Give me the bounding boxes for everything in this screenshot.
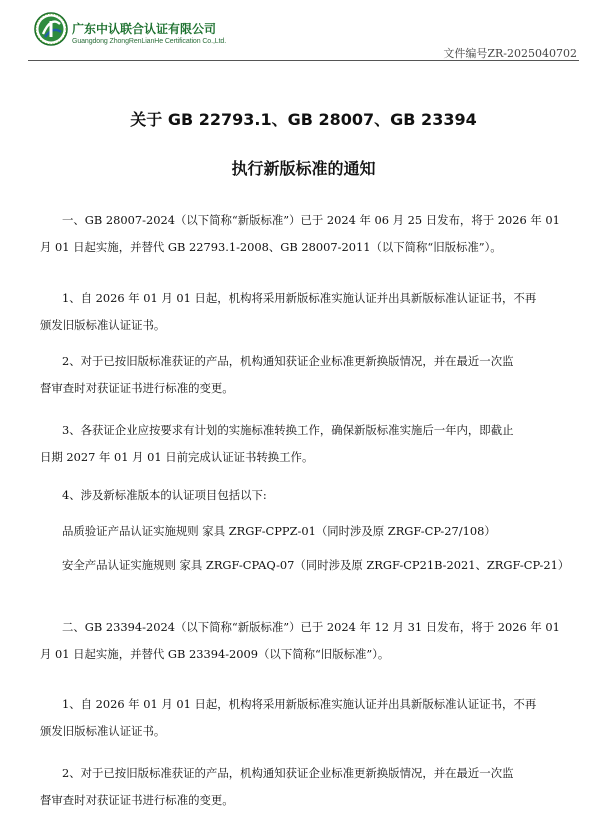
notice-title-line-1: 关于 GB 22793.1、GB 28007、GB 23394 (130, 110, 477, 129)
section2-item-2-line: 督审查时对获证证书进行标准的变更。 (40, 793, 234, 807)
company-name-en: Guangdong ZhongRenLianHe Certification Co.,Ltd. (72, 38, 227, 45)
section1-item-3-line: 3、各获证企业应按要求有计划的实施标准转换工作，确保新版标准实施后一年内，即截止 (62, 423, 514, 437)
section2-intro-line: 月 01 日起实施，并替代 GB 23394-2009（以下简称“旧版标准”）。 (40, 647, 390, 661)
section2-item-1-line: 1、自 2026 年 01 月 01 日起，机构将采用新版标准实施认证并出具新版标准认证证书，不再 (62, 697, 537, 711)
section1-item-4-line: 4、涉及新标准版本的认证项目包括以下: (62, 488, 267, 502)
section1-intro-line: 一、GB 28007-2024（以下简称“新版标准”）已于 2024 年 06 月 25 日发布，将于 2026 年 01 (62, 213, 560, 227)
section1-item-3 (40, 417, 578, 471)
rule-entry: 安全产品认证实施规则 家具 ZRGF-CPAQ-07（同时涉及原 ZRGF-CP21B-2021、ZRGF-CP-21） (62, 558, 570, 572)
section1-item-2 (40, 348, 578, 402)
section1-intro (40, 207, 578, 261)
section1-item-1-line: 1、自 2026 年 01 月 01 日起，机构将采用新版标准实施认证并出具新版标准认证证书，不再 (62, 291, 537, 305)
section2-intro-line: 二、GB 23394-2024（以下简称“新版标准”）已于 2024 年 12 月 31 日发布，将于 2026 年 01 (62, 620, 560, 634)
section1-item-3-line: 日期 2027 年 01 月 01 日前完成认证证书转换工作。 (40, 450, 314, 464)
document-number: 文件编号ZR-2025040702 (443, 47, 577, 60)
notice-title-line-2: 执行新版标准的通知 (231, 159, 376, 178)
section2-item-1 (40, 691, 578, 745)
rule-entry: 品质验证产品认证实施规则 家具 ZRGF-CPPZ-01（同时涉及原 ZRGF-CP-27/108） (62, 524, 496, 538)
section1-item-2-line: 督审查时对获证证书进行标准的变更。 (40, 381, 234, 395)
section2-intro (40, 614, 578, 668)
section1-item-4 (40, 482, 578, 509)
section1-item-1-line: 颁发旧版标准认证证书。 (40, 318, 166, 332)
section1-item-1 (40, 285, 578, 339)
section2-item-1-line: 颁发旧版标准认证证书。 (40, 724, 166, 738)
section1-intro-line: 月 01 日起实施，并替代 GB 22793.1-2008、GB 28007-2011（以下简称“旧版标准”）。 (40, 240, 502, 254)
letterhead (0, 0, 607, 62)
certification-logo-icon (34, 12, 68, 46)
section1-item-2-line: 2、对于已按旧版标准获证的产品，机构通知获证企业标准更新换版情况，并在最近一次监 (62, 354, 514, 368)
section2-item-2-line: 2、对于已按旧版标准获证的产品，机构通知获证企业标准更新换版情况，并在最近一次监 (62, 766, 514, 780)
section2-item-2 (40, 760, 578, 814)
company-name-cn: 广东中认联合认证有限公司 (72, 22, 217, 36)
header-divider (28, 60, 579, 61)
